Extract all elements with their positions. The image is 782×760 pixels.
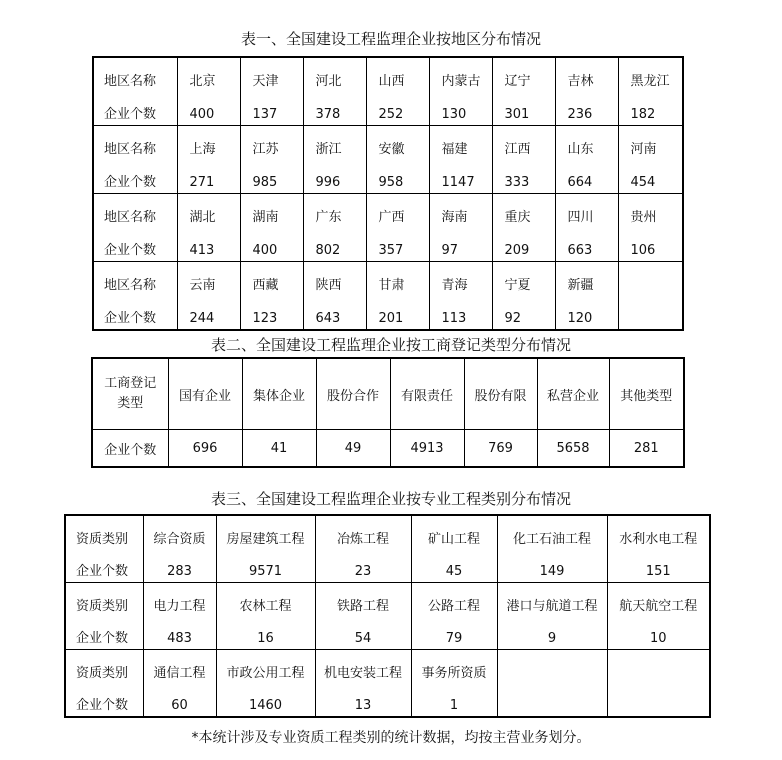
type-cell: 国有企业 — [168, 358, 242, 430]
region-name-cell: 青海 — [429, 262, 492, 296]
category-count-cell: 13 — [315, 682, 411, 717]
region-name-row — [93, 262, 683, 296]
region-name-cell: 福建 — [429, 126, 492, 160]
region-count-cell: 454 — [618, 159, 683, 194]
category-count-cell: 9 — [497, 615, 607, 650]
count-label-cell: 企业个数 — [92, 430, 168, 468]
category-name-cell — [497, 650, 607, 683]
region-name-row — [93, 194, 683, 228]
region-count-cell: 252 — [366, 91, 429, 126]
count-cell: 4913 — [390, 430, 464, 468]
table1-title: 表一、全国建设工程监理企业按地区分布情况 — [240, 30, 541, 48]
region-name-cell: 江苏 — [240, 126, 303, 160]
registration-type-table — [91, 357, 685, 468]
region-name-cell: 新疆 — [555, 262, 618, 296]
region-count-cell: 663 — [555, 227, 618, 262]
region-name-cell: 辽宁 — [492, 57, 555, 91]
count-cell: 49 — [316, 430, 390, 468]
region-name-row — [93, 126, 683, 160]
specialty-category-table — [64, 514, 711, 718]
region-count-row — [93, 295, 683, 330]
category-name-cell: 公路工程 — [411, 583, 497, 616]
category-name-cell: 市政公用工程 — [216, 650, 315, 683]
region-count-cell: 236 — [555, 91, 618, 126]
region-count-cell: 664 — [555, 159, 618, 194]
region-name-cell: 湖北 — [177, 194, 240, 228]
region-count-cell: 123 — [240, 295, 303, 330]
region-count-cell: 333 — [492, 159, 555, 194]
region-name-cell: 宁夏 — [492, 262, 555, 296]
category-name-cell: 航天航空工程 — [607, 583, 710, 616]
type-cell: 私营企业 — [537, 358, 609, 430]
region-name-cell: 河南 — [618, 126, 683, 160]
region-count-cell: 413 — [177, 227, 240, 262]
region-count-cell: 201 — [366, 295, 429, 330]
region-count-cell: 271 — [177, 159, 240, 194]
category-name-cell: 事务所资质 — [411, 650, 497, 683]
region-count-cell: 400 — [240, 227, 303, 262]
category-name-cell: 化工石油工程 — [497, 515, 607, 548]
count-label-cell: 企业个数 — [93, 159, 177, 194]
region-name-cell: 山东 — [555, 126, 618, 160]
category-count-cell: 79 — [411, 615, 497, 650]
region-name-cell: 四川 — [555, 194, 618, 228]
category-count-cell: 23 — [315, 548, 411, 583]
type-cell: 有限责任 — [390, 358, 464, 430]
category-count-cell: 9571 — [216, 548, 315, 583]
type-cell: 股份有限 — [464, 358, 537, 430]
region-name-cell: 河北 — [303, 57, 366, 91]
category-name-row — [65, 650, 710, 683]
category-count-cell: 483 — [143, 615, 216, 650]
category-name-cell: 冶炼工程 — [315, 515, 411, 548]
category-header-label: 资质类别 — [65, 650, 143, 683]
category-name-row — [65, 515, 710, 548]
region-name-cell: 甘肃 — [366, 262, 429, 296]
region-count-cell: 1147 — [429, 159, 492, 194]
region-count-cell: 244 — [177, 295, 240, 330]
category-count-row — [65, 548, 710, 583]
region-count-cell: 400 — [177, 91, 240, 126]
region-name-cell: 广西 — [366, 194, 429, 228]
region-header-label: 地区名称 — [93, 262, 177, 296]
region-name-cell: 安徽 — [366, 126, 429, 160]
category-name-cell: 综合资质 — [143, 515, 216, 548]
table2-title: 表二、全国建设工程监理企业按工商登记类型分布情况 — [210, 336, 571, 354]
region-name-cell: 上海 — [177, 126, 240, 160]
type-cell: 股份合作 — [316, 358, 390, 430]
type-cell: 集体企业 — [242, 358, 316, 430]
count-cell: 696 — [168, 430, 242, 468]
region-header-label: 地区名称 — [93, 126, 177, 160]
region-count-cell: 996 — [303, 159, 366, 194]
region-count-cell: 301 — [492, 91, 555, 126]
region-count-row — [93, 91, 683, 126]
region-count-cell: 958 — [366, 159, 429, 194]
region-name-cell: 山西 — [366, 57, 429, 91]
category-name-cell: 农林工程 — [216, 583, 315, 616]
region-count-cell: 643 — [303, 295, 366, 330]
region-name-cell: 江西 — [492, 126, 555, 160]
type-header-line1: 工商登记 — [104, 376, 157, 391]
type-header-cell — [92, 358, 168, 430]
category-name-cell: 水利水电工程 — [607, 515, 710, 548]
category-count-row — [65, 682, 710, 717]
category-header-label: 资质类别 — [65, 583, 143, 616]
category-count-cell: 16 — [216, 615, 315, 650]
category-count-cell: 45 — [411, 548, 497, 583]
region-name-cell: 湖南 — [240, 194, 303, 228]
count-label-cell: 企业个数 — [93, 295, 177, 330]
category-count-cell: 54 — [315, 615, 411, 650]
category-name-cell — [607, 650, 710, 683]
region-name-cell: 重庆 — [492, 194, 555, 228]
region-count-cell: 113 — [429, 295, 492, 330]
table3-title: 表三、全国建设工程监理企业按专业工程类别分布情况 — [210, 490, 571, 508]
category-count-cell — [497, 682, 607, 717]
region-name-cell: 黑龙江 — [618, 57, 683, 91]
count-cell: 41 — [242, 430, 316, 468]
category-count-cell: 283 — [143, 548, 216, 583]
region-count-cell: 802 — [303, 227, 366, 262]
footnote: *本统计涉及专业资质工程类别的统计数据，均按主营业务划分。 — [191, 730, 591, 746]
region-count-cell: 92 — [492, 295, 555, 330]
region-count-cell: 130 — [429, 91, 492, 126]
category-count-cell: 1 — [411, 682, 497, 717]
region-name-cell: 浙江 — [303, 126, 366, 160]
region-distribution-table — [92, 56, 684, 331]
region-name-cell: 天津 — [240, 57, 303, 91]
category-count-cell: 151 — [607, 548, 710, 583]
count-label-cell: 企业个数 — [65, 682, 143, 717]
region-count-cell: 106 — [618, 227, 683, 262]
category-header-label: 资质类别 — [65, 515, 143, 548]
category-count-cell: 1460 — [216, 682, 315, 717]
region-name-cell: 西藏 — [240, 262, 303, 296]
region-count-cell: 357 — [366, 227, 429, 262]
region-header-label: 地区名称 — [93, 57, 177, 91]
region-count-cell: 182 — [618, 91, 683, 126]
region-name-cell: 吉林 — [555, 57, 618, 91]
region-name-cell: 云南 — [177, 262, 240, 296]
region-name-cell: 北京 — [177, 57, 240, 91]
count-label-cell: 企业个数 — [93, 227, 177, 262]
type-cell: 其他类型 — [609, 358, 684, 430]
category-name-cell: 通信工程 — [143, 650, 216, 683]
count-label-cell: 企业个数 — [65, 615, 143, 650]
count-label-cell: 企业个数 — [65, 548, 143, 583]
region-count-row — [93, 227, 683, 262]
region-name-row — [93, 57, 683, 91]
region-count-cell: 209 — [492, 227, 555, 262]
category-count-cell: 149 — [497, 548, 607, 583]
count-cell: 769 — [464, 430, 537, 468]
region-count-row — [93, 159, 683, 194]
category-count-cell: 60 — [143, 682, 216, 717]
region-name-cell: 陕西 — [303, 262, 366, 296]
region-name-cell — [618, 262, 683, 296]
category-count-row — [65, 615, 710, 650]
region-count-cell: 120 — [555, 295, 618, 330]
category-name-cell: 机电安装工程 — [315, 650, 411, 683]
count-cell: 281 — [609, 430, 684, 468]
category-count-cell: 10 — [607, 615, 710, 650]
count-cell: 5658 — [537, 430, 609, 468]
type-header-line2: 类型 — [117, 396, 144, 411]
region-count-cell — [618, 295, 683, 330]
category-name-cell: 电力工程 — [143, 583, 216, 616]
region-count-cell: 137 — [240, 91, 303, 126]
category-name-cell: 房屋建筑工程 — [216, 515, 315, 548]
region-name-cell: 海南 — [429, 194, 492, 228]
category-name-row — [65, 583, 710, 616]
region-count-cell: 97 — [429, 227, 492, 262]
category-name-cell: 港口与航道工程 — [497, 583, 607, 616]
region-count-cell: 985 — [240, 159, 303, 194]
region-name-cell: 贵州 — [618, 194, 683, 228]
region-count-cell: 378 — [303, 91, 366, 126]
category-name-cell: 矿山工程 — [411, 515, 497, 548]
category-name-cell: 铁路工程 — [315, 583, 411, 616]
region-name-cell: 广东 — [303, 194, 366, 228]
category-count-cell — [607, 682, 710, 717]
region-header-label: 地区名称 — [93, 194, 177, 228]
region-name-cell: 内蒙古 — [429, 57, 492, 91]
count-label-cell: 企业个数 — [93, 91, 177, 126]
